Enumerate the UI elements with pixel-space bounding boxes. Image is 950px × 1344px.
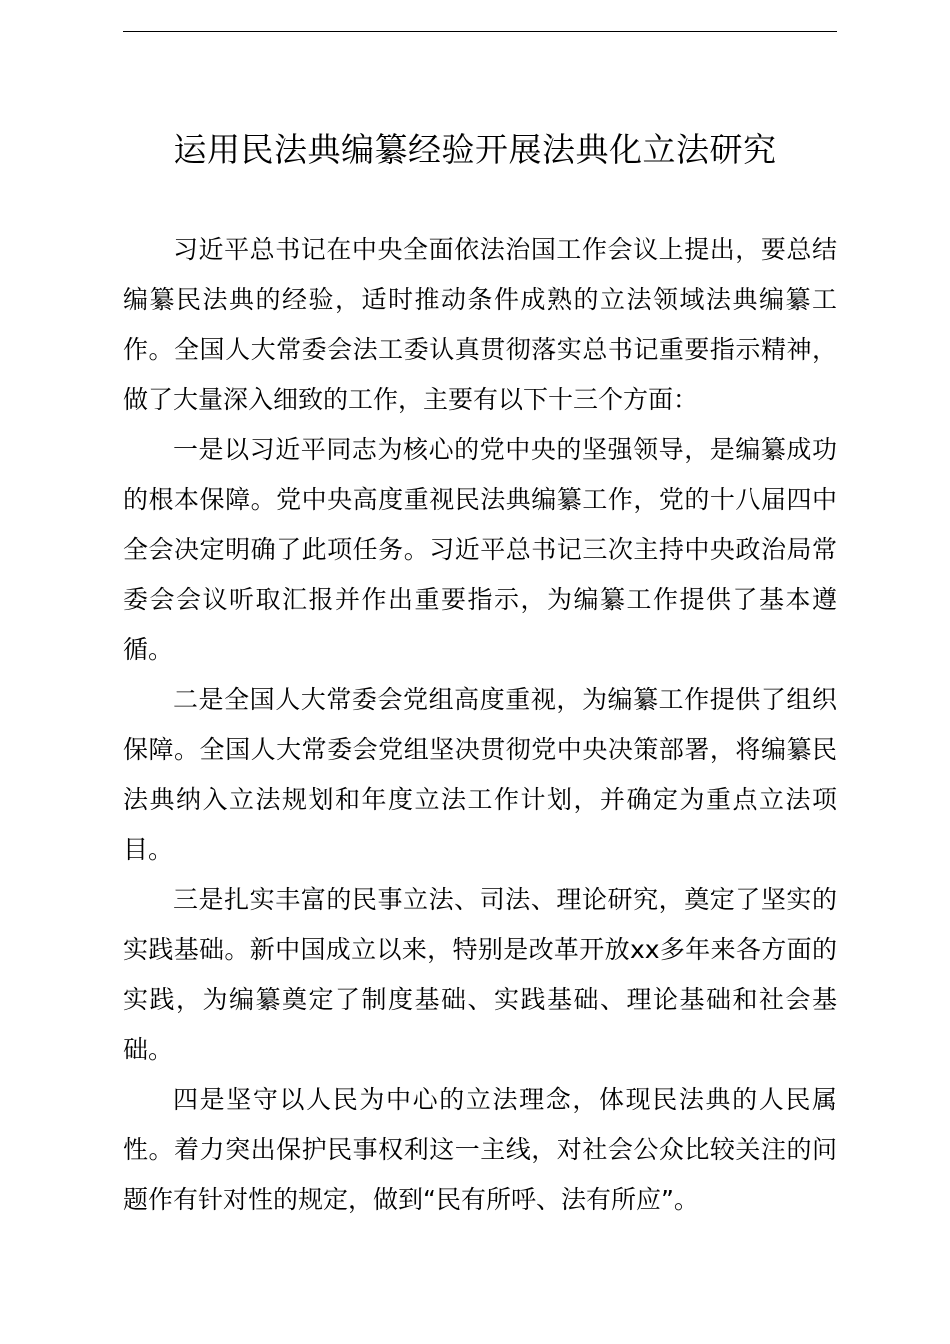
- paragraph-point-2: 二是全国人大常委会党组高度重视，为编纂工作提供了组织保障。全国人大常委会党组坚决贯彻党中央决策部署，将编纂民法典纳入立法规划和年度立法工作计划，并确定为重点立法项目。: [123, 685, 837, 864]
- document-body: [123, 225, 837, 1225]
- paragraph-intro: 习近平总书记在中央全面依法治国工作会议上提出，要总结编纂民法典的经验，适时推动条件成熟的立法领域法典编纂工作。全国人大常委会法工委认真贯彻落实总书记重要指示精神，做了大量深入细致的工作，主要有以下十三个方面：: [123, 235, 837, 414]
- paragraph-point-4: 四是坚守以人民为中心的立法理念，体现民法典的人民属性。着力突出保护民事权利这一主线，对社会公众比较关注的问题作有针对性的规定，做到“民有所呼、法有所应”。: [123, 1085, 837, 1214]
- document-title: 运用民法典编纂经验开展法典化立法研究: [173, 130, 777, 169]
- paragraph-point-1: 一是以习近平同志为核心的党中央的坚强领导，是编纂成功的根本保障。党中央高度重视民法典编纂工作，党的十八届四中全会决定明确了此项任务。习近平总书记三次主持中央政治局常委会会议听取汇报并作出重要指示，为编纂工作提供了基本遵循。: [123, 435, 837, 664]
- paragraph-point-3: 三是扎实丰富的民事立法、司法、理论研究，奠定了坚实的实践基础。新中国成立以来，特别是改革开放xx多年来各方面的实践，为编纂奠定了制度基础、实践基础、理论基础和社会基础。: [123, 885, 837, 1064]
- header-rule: [123, 31, 837, 32]
